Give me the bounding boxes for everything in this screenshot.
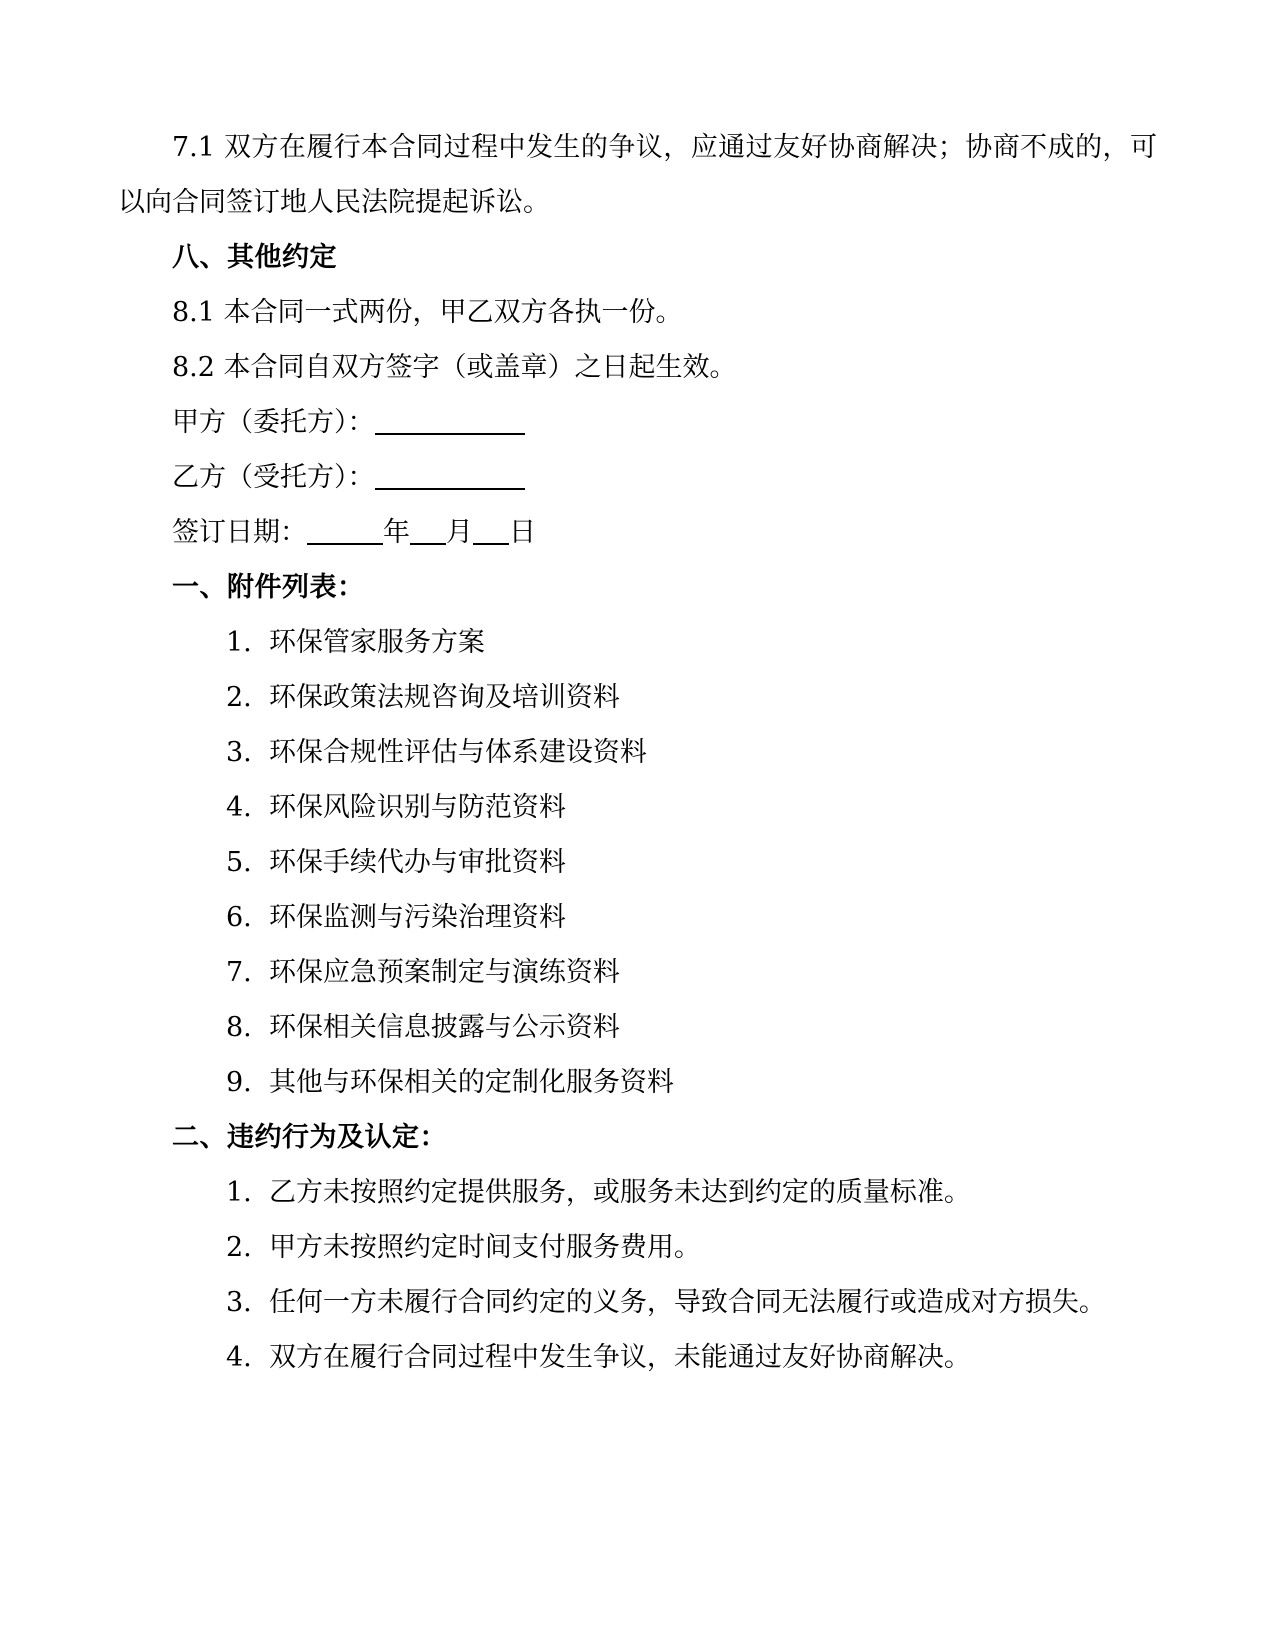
breach-item-3-text: 任何一方未履行合同约定的义务，导致合同无法履行或造成对方损失。 [268,1287,1106,1318]
date-month-blank [410,543,446,545]
appendix-item-9-number: 9. [226,1067,252,1098]
signature-date [118,505,1157,560]
date-label: 签订日期： [172,517,307,548]
breach-item-3 [118,1275,1157,1330]
appendix-item-2-number: 2. [226,682,252,713]
appendix-item-6-text: 环保监测与污染治理资料 [268,902,566,933]
section-heading-8: 八、其他约定 [172,242,337,273]
appendix-item-6 [118,890,1157,945]
appendix-item-3-number: 3. [226,737,252,768]
appendix-item-4-number: 4. [226,792,252,823]
breach-item-4-number: 4. [226,1342,252,1373]
clause-7-1: 7.1 双方在履行本合同过程中发生的争议，应通过友好协商解决；协商不成的，可以向合同签订地人民法院提起诉讼。 [118,132,1157,218]
breach-item-1 [118,1165,1157,1220]
signature-party-a [118,395,1157,450]
party-a-signature-line [375,433,525,435]
clause-8-1: 8.1 本合同一式两份，甲乙双方各执一份。 [172,297,683,328]
appendix-item-3 [118,725,1157,780]
appendix-item-2 [118,670,1157,725]
appendix-item-4-text: 环保风险识别与防范资料 [268,792,566,823]
date-month-unit: 月 [446,517,473,548]
breach-item-4-text: 双方在履行合同过程中发生争议，未能通过友好协商解决。 [268,1342,971,1373]
breach-item-2 [118,1220,1157,1275]
date-day-unit: 日 [509,517,536,548]
appendix-item-7-text: 环保应急预案制定与演练资料 [268,957,620,988]
breach-item-2-text: 甲方未按照约定时间支付服务费用。 [268,1232,701,1263]
breach-item-4 [118,1330,1157,1385]
appendix-item-4 [118,780,1157,835]
party-a-label: 甲方（委托方）： [172,407,375,438]
breach-heading: 二、违约行为及认定： [172,1122,447,1153]
appendix-heading: 一、附件列表： [172,572,365,603]
date-year-blank [307,543,383,545]
document-body [118,120,1157,1385]
date-year-unit: 年 [383,517,410,548]
signature-party-b [118,450,1157,505]
appendix-item-5 [118,835,1157,890]
party-b-label: 乙方（受托方）： [172,462,375,493]
appendix-item-5-text: 环保手续代办与审批资料 [268,847,566,878]
breach-item-3-number: 3. [226,1287,252,1318]
appendix-item-2-text: 环保政策法规咨询及培训资料 [268,682,620,713]
party-b-signature-line [375,488,525,490]
breach-item-1-number: 1. [226,1177,252,1208]
appendix-item-7-number: 7. [226,957,252,988]
date-day-blank [473,543,509,545]
appendix-item-9-text: 其他与环保相关的定制化服务资料 [268,1067,674,1098]
appendix-item-8 [118,1000,1157,1055]
appendix-item-8-number: 8. [226,1012,252,1043]
breach-item-2-number: 2. [226,1232,252,1263]
appendix-item-7 [118,945,1157,1000]
appendix-item-1-text: 环保管家服务方案 [268,627,485,658]
clause-8-2: 8.2 本合同自双方签字（或盖章）之日起生效。 [172,352,737,383]
breach-item-1-text: 乙方未按照约定提供服务，或服务未达到约定的质量标准。 [268,1177,971,1208]
appendix-item-8-text: 环保相关信息披露与公示资料 [268,1012,620,1043]
appendix-item-5-number: 5. [226,847,252,878]
appendix-item-1 [118,615,1157,670]
appendix-item-3-text: 环保合规性评估与体系建设资料 [268,737,647,768]
appendix-item-6-number: 6. [226,902,252,933]
appendix-item-9 [118,1055,1157,1110]
appendix-item-1-number: 1. [226,627,252,658]
